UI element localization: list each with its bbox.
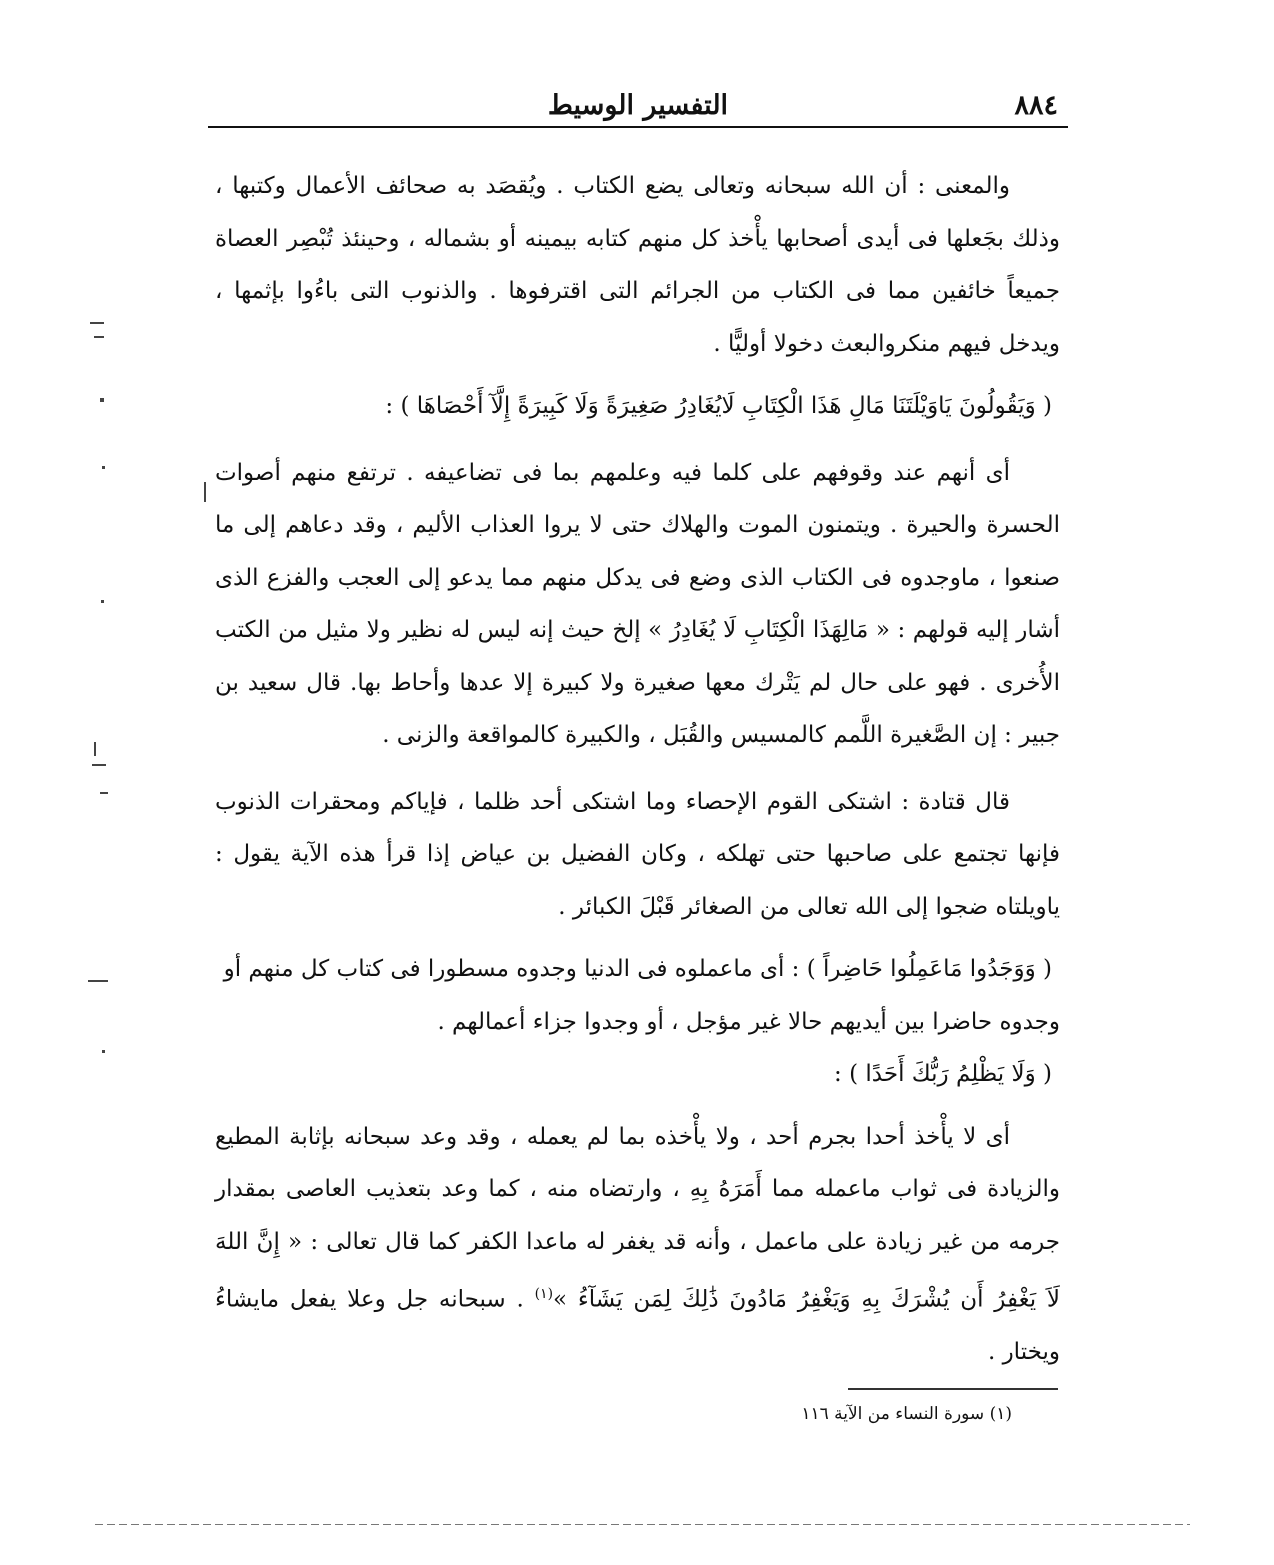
- paragraph-justice-ending: . سبحانه جل وعلا يفعل مايشاءُ ويختار .: [215, 1286, 1060, 1366]
- scan-mark: [88, 980, 108, 982]
- running-title: التفسير الوسيط: [547, 90, 729, 121]
- scan-mark: [101, 600, 104, 603]
- scan-mark: [102, 1050, 105, 1053]
- footnote: (١) سورة النساء من الآية ١١٦: [801, 1404, 1012, 1424]
- paragraph-justice: [215, 1111, 1060, 1379]
- scan-mark: [100, 792, 108, 794]
- footnote-rule: [848, 1388, 1058, 1390]
- scan-mark: [94, 742, 96, 756]
- header-rule: [208, 126, 1068, 128]
- verse-quote-no-injustice: ( وَلَا يَظْلِمُ رَبُّكَ أَحَدًا ) :: [834, 1061, 1052, 1087]
- scan-mark: [102, 466, 105, 469]
- scan-mark: [90, 322, 104, 324]
- page-body: [215, 160, 1060, 1379]
- scan-mark: [92, 764, 106, 766]
- page-number: ٨٨٤: [1014, 90, 1058, 121]
- verse-quote-book: ( وَيَقُولُونَ يَاوَيْلَتَنَا مَالِ هَذَا الْكِتَابِ لَايُغَادِرُ صَغِيرَةً وَلَا كَبِيرَةً إِلَّآ أَحْصَاهَا ) :: [385, 393, 1052, 419]
- footnote-reference[interactable]: (١): [534, 1286, 554, 1302]
- scan-mark: [100, 398, 104, 402]
- page-header: [208, 84, 1068, 128]
- paragraph-qatada: قال قتادة : اشتكى القوم الإحصاء وما اشتكى أحد ظلما ، فإياكم ومحقرات الذنوب فإنها تجتمع على صاحبها حتى تهلكه ، وكان الفضيل بن عياض إذا قرأ هذه الآية يقول : ياويلتاه ضجوا إلى الله تعالى من الصغائر قَبْلَ الكبائر .: [215, 788, 1060, 920]
- scan-line: [95, 1524, 1190, 1525]
- scan-mark: [204, 482, 206, 502]
- paragraph-justice-text: أى لا يأْخذ أحدا بجرم أحد ، ولا يأْخذه بما لم يعمله ، وقد وعد سبحانه بإثابة المطيع والزيادة فى ثواب ماعمله مما أَمَرَهُ بِهِ ، وارتضاه منه ، كما وعد بتعذيب العاصى بمقدار جرمه من غير زيادة على ماعمل ، وأنه قد يغفر له ماعدا الكفر كما قال تعالى : « إِنَّ اللهَ لَاَ يَغْفِرُ أَن يُشْرَكَ بِهِ وَيَغْفِرُ مَادُونَ ذَٰلِكَ لِمَن يَشَآءُ »: [215, 1123, 1061, 1313]
- paragraph-found-present: ( وَوَجَدُوا مَاعَمِلُوا حَاضِراً ) : أى ماعملوه فى الدنيا وجدوه مسطورا فى كتاب كل منهم أو وجدوه حاضرا بين أيديهم حالا غير مؤجل ، أو وجدوا جزاء أعمالهم .: [223, 956, 1060, 1035]
- scan-mark: [94, 336, 104, 338]
- paragraph-meaning: والمعنى : أن الله سبحانه وتعالى يضع الكتاب . ويُقصَد به صحائف الأعمال وكتبها ، وذلك بجَعلها فى أيدى أصحابها يأْخذ كل منهم كتابه بيمينه أو بشماله ، وحينئذ تُبْصِر العصاة جميعاً خائفين مما فى الكتاب من الجرائم التى اقترفوها . والذنوب التى باءُوا بإثمها ، ويدخل فيهم منكروالبعث دخولا أوليًّا .: [215, 173, 1060, 357]
- paragraph-explanation: أى أنهم عند وقوفهم على كلما فيه وعلمهم بما فى تضاعيفه . ترتفع منهم أصوات الحسرة والحيرة . ويتمنون الموت والهلاك حتى لا يروا العذاب الأليم ، وقد دعاهم إلى ما صنعوا ، ماوجدوه فى الكتاب الذى وضع فى يدكل منهم مما يدعو إلى العجب والفزع الذى أشار إليه قولهم : « مَالِهَذَا الْكِتَابِ لَا يُغَادِرُ » إلخ حيث إنه ليس له نظير ولا مثيل من الكتب الأُخرى . فهو على حال لم يَتْرك معها صغيرة ولا كبيرة إلا عدها وأحاط بها. قال سعيد بن جبير : إن الصَّغيرة اللَّمم كالمسيس والقُبَل ، والكبيرة كالمواقعة والزنى .: [215, 459, 1061, 748]
